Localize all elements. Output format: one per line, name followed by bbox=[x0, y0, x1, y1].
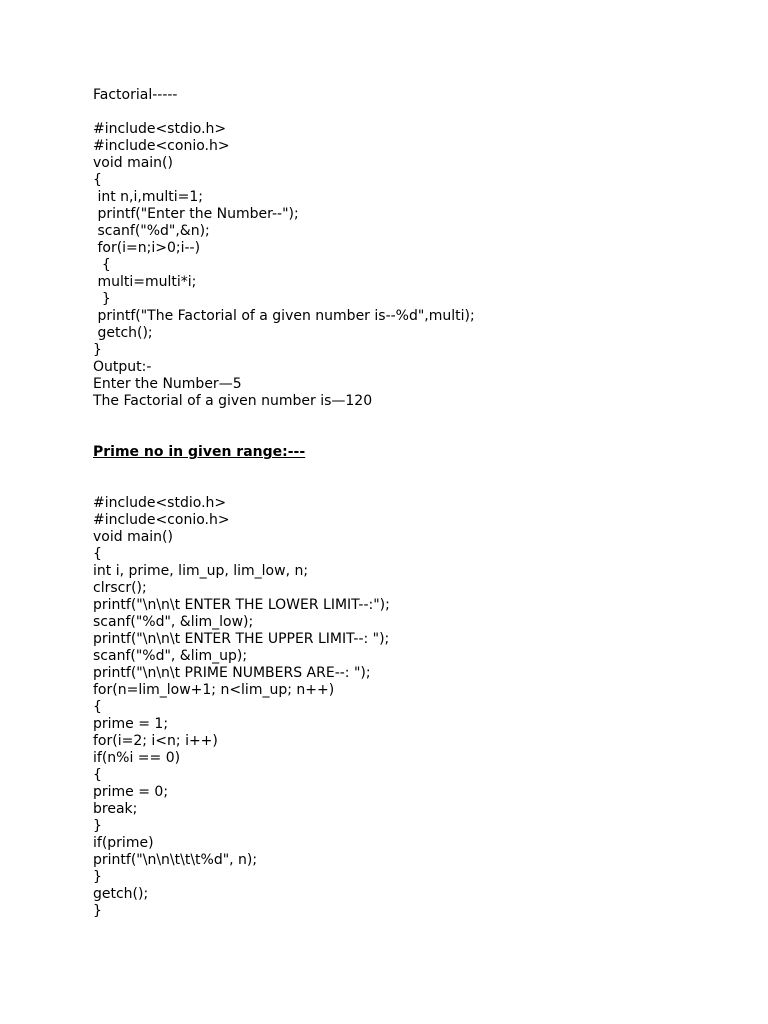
code-line: int n,i,multi=1; bbox=[93, 189, 203, 205]
code-line: getch(); bbox=[93, 886, 149, 902]
document-page bbox=[93, 87, 733, 920]
code-line: { bbox=[93, 172, 102, 188]
code-line: clrscr(); bbox=[93, 580, 147, 596]
code-line: #include<conio.h> bbox=[93, 138, 230, 154]
code-line: #include<stdio.h> bbox=[93, 121, 227, 137]
code-line: int i, prime, lim_up, lim_low, n; bbox=[93, 563, 309, 579]
factorial-title: Factorial----- bbox=[93, 87, 178, 103]
code-line: } bbox=[93, 869, 102, 885]
factorial-output-block bbox=[93, 359, 733, 410]
code-line: { bbox=[93, 257, 111, 273]
code-line: } bbox=[93, 818, 102, 834]
code-line: printf("\n\n\t PRIME NUMBERS ARE--: "); bbox=[93, 665, 371, 681]
code-line: #include<stdio.h> bbox=[93, 495, 227, 511]
code-line: for(n=lim_low+1; n<lim_up; n++) bbox=[93, 682, 335, 698]
code-line: scanf("%d", &lim_up); bbox=[93, 648, 248, 664]
output-line: Enter the Number—5 bbox=[93, 376, 242, 392]
code-line: { bbox=[93, 546, 102, 562]
prime-code-block bbox=[93, 495, 733, 920]
output-line: The Factorial of a given number is—120 bbox=[93, 393, 373, 409]
code-line: { bbox=[93, 699, 102, 715]
code-line: printf("The Factorial of a given number is--%d",multi); bbox=[93, 308, 475, 324]
code-line: void main() bbox=[93, 155, 173, 171]
code-line: break; bbox=[93, 801, 138, 817]
code-line: getch(); bbox=[93, 325, 153, 341]
code-line: #include<conio.h> bbox=[93, 512, 230, 528]
code-line: if(prime) bbox=[93, 835, 154, 851]
code-line: void main() bbox=[93, 529, 173, 545]
code-line: multi=multi*i; bbox=[93, 274, 197, 290]
code-line: if(n%i == 0) bbox=[93, 750, 181, 766]
code-line: prime = 1; bbox=[93, 716, 169, 732]
code-line: for(i=2; i<n; i++) bbox=[93, 733, 218, 749]
output-line: Output:- bbox=[93, 359, 152, 375]
prime-section-heading: Prime no in given range:--- bbox=[93, 444, 306, 460]
code-line: printf("Enter the Number--"); bbox=[93, 206, 299, 222]
code-line: prime = 0; bbox=[93, 784, 169, 800]
code-line: } bbox=[93, 342, 102, 358]
code-line: scanf("%d",&n); bbox=[93, 223, 210, 239]
code-line: scanf("%d", &lim_low); bbox=[93, 614, 254, 630]
code-line: printf("\n\n\t ENTER THE LOWER LIMIT--:"); bbox=[93, 597, 390, 613]
code-line: printf("\n\n\t ENTER THE UPPER LIMIT--: "); bbox=[93, 631, 390, 647]
factorial-code-block bbox=[93, 121, 733, 359]
code-line: printf("\n\n\t\t\t%d", n); bbox=[93, 852, 258, 868]
code-line: for(i=n;i>0;i--) bbox=[93, 240, 201, 256]
code-line: { bbox=[93, 767, 102, 783]
code-line: } bbox=[93, 291, 111, 307]
code-line: } bbox=[93, 903, 102, 919]
